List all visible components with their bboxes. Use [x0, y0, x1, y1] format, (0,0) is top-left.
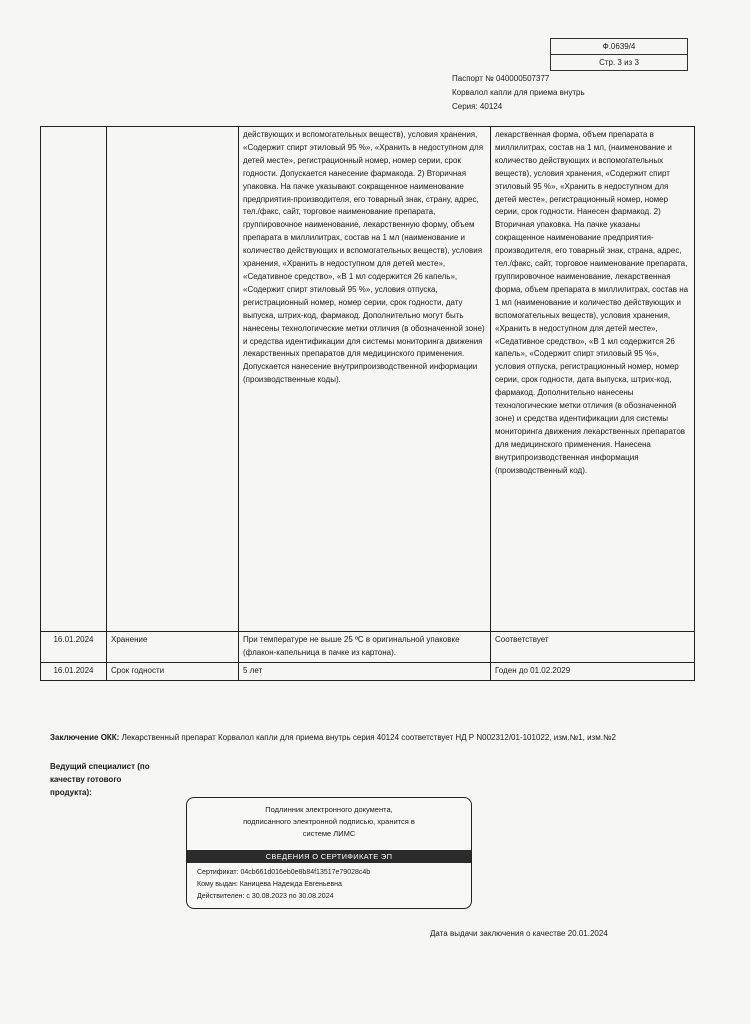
requirement-cell: При температуре не выше 25 ºС в оригинальной упаковке (флакон-капельница в пачке из картона). — [239, 632, 491, 663]
result-cell: Годен до 01.02.2029 — [491, 662, 695, 680]
stamp-notice-line: системе ЛИМС — [302, 829, 356, 838]
conclusion-text: Лекарственный препарат Корвалол капли для приема внутрь серия 40124 соответствует НД Р N002312/01-101022, изм.№1, изм.№2 — [121, 733, 616, 742]
passport-number: Паспорт № 040000507377 — [452, 74, 550, 83]
series-number: Серия: 40124 — [452, 102, 503, 111]
form-code-box — [550, 38, 688, 71]
issue-date: Дата выдачи заключения о качестве 20.01.2024 — [430, 929, 608, 938]
indicator-cell: Хранение — [107, 632, 239, 663]
date-cell: 16.01.2024 — [41, 662, 107, 680]
specialist-line: Ведущий специалист (по — [50, 762, 150, 771]
result-cell: лекарственная форма, объем препарата в миллилитрах, состав на 1 мл, (наименование и количество действующих и вспомогательных веществ), условия хранения, «Содержит спирт этиловый 95 %», «Хранить в недоступном для детей месте», регистрационный номер, номер серии, срок годности. Нанесен фармакод. 2) Вторичная упаковка. На пачке указаны сокращенное наименование предприятия-производителя, его товарный знак, страна, адрес, тел./факс, сайт, торговое наименование препарата, группировочное наименование, лекарственная форма, объем препарата в миллилитрах, состав на 1 мл (наименование и количество действующих и вспомогательных веществ), условия хранения, «Хранить в недоступном для детей месте», «Седативное средство», «В 1 мл содержится 26 капель», «Содержит спирт этиловый 95 %», условия отпуска, регистрационный номер, номер серии, срок годности, дата выпуска, штрих-код, фармакод. Дополнительно нанесены технологические метки отличия (в обозначенной зоне) и средства идентификации для системы мониторинга движения лекарственных препаратов для медицинского применения. Нанесена внутрипроизводственная информация (производственный код). — [491, 127, 695, 632]
qc-conclusion — [50, 731, 650, 744]
stamp-notice-line: Подлинник электронного документа, — [265, 805, 393, 814]
certificate-number: Сертификат: 04cb661d016eb0e8b84f13517e79028c4b — [197, 869, 371, 876]
table-row — [41, 127, 695, 632]
indicator-cell — [107, 127, 239, 632]
product-name: Корвалол капли для приема внутрь — [452, 88, 585, 97]
specialist-line: качеству готового — [50, 775, 122, 784]
conclusion-label: Заключение ОКК: — [50, 733, 120, 742]
electronic-signature-stamp — [186, 797, 472, 909]
specialist-label — [50, 760, 150, 799]
certificate-owner: Кому выдан: Каницева Надежда Евгеньевна — [197, 881, 342, 888]
form-code: Ф.0639/4 — [602, 42, 636, 51]
stamp-notice — [187, 804, 471, 840]
specialist-line: продукта): — [50, 788, 92, 797]
date-cell: 16.01.2024 — [41, 632, 107, 663]
requirement-cell: действующих и вспомогательных веществ), условия хранения, «Содержит спирт этиловый 95 %», «Хранить в недоступном для детей месте», регистрационный номер, номер серии, срок годности. Допускается нанесение фармакода. 2) Вторичная упаковка. На пачке указывают сокращенное наименование предприятия-производителя, его товарный знак, страну, адрес, тел./факс, сайт, торговое наименование препарата, группировочное наименование, лекарственную форму, объем препарата в миллилитрах, состав на 1 мл (наименование и количество действующих и вспомогательных веществ), условия хранения, «Хранить в недоступном для детей месте», «Седативное средство», «В 1 мл содержится 26 капель», «Содержит спирт этиловый 95 %», условия отпуска, регистрационный номер, номер серии, срок годности, дату выпуска, штрих-код, фармакод. Дополнительно могут быть нанесены технологические метки отличия (в обозначенной зоне) и средства идентификации для системы мониторинга движения лекарственных препаратов для медицинского применения. Допускается нанесение внутрипроизводственной информации (производственные коды). — [239, 127, 491, 632]
quality-table — [40, 126, 695, 681]
certificate-validity: Действителен: с 30.08.2023 по 30.08.2024 — [197, 893, 334, 900]
requirement-cell: 5 лет — [239, 662, 491, 680]
table-row — [41, 632, 695, 663]
indicator-cell: Срок годности — [107, 662, 239, 680]
table-row — [41, 662, 695, 680]
result-cell: Соответствует — [491, 632, 695, 663]
certificate-info-bar: СВЕДЕНИЯ О СЕРТИФИКАТЕ ЭП — [187, 850, 471, 863]
date-cell — [41, 127, 107, 632]
page-number: Стр. 3 из 3 — [551, 54, 687, 70]
stamp-notice-line: подписанного электронной подписью, хранится в — [243, 817, 415, 826]
passport-header — [452, 72, 585, 114]
